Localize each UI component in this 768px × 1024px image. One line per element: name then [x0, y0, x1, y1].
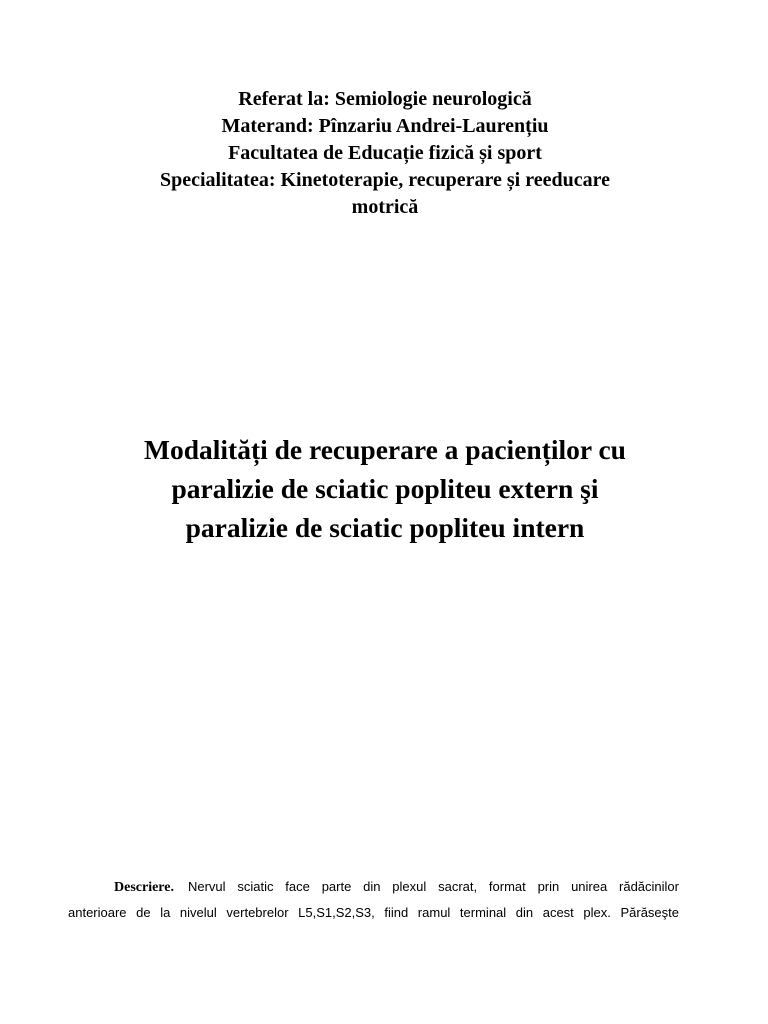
header-faculty-line: Facultatea de Educație fizică și sport	[228, 142, 542, 164]
paragraph-line-1	[114, 874, 679, 900]
body-paragraph	[68, 874, 679, 925]
paragraph-line-2: anterioare de la nivelul vertebrelor L5,S1,S2,S3, fiind ramul terminal din acest plex. Părăseşte	[68, 905, 679, 920]
header-referat-line: Referat la: Semiologie neurologică	[238, 88, 532, 110]
title-line-1: Modalități de recuperare a pacienților cu	[144, 434, 626, 465]
title-line-2: paralizie de sciatic popliteu extern şi	[171, 473, 599, 504]
title-line-3: paralizie de sciatic popliteu intern	[185, 512, 585, 543]
document-title	[90, 430, 680, 547]
document-header	[100, 86, 670, 221]
header-specialty-line: Specialitatea: Kinetoterapie, recuperare și reeducare	[159, 169, 611, 191]
paragraph-line-1-text: Nervul sciatic face parte din plexul sacrat, format prin unirea rădăcinilor	[187, 879, 679, 894]
header-author-line: Materand: Pînzariu Andrei-Laurențiu	[221, 115, 549, 137]
header-specialty-line-cont: motrică	[351, 196, 419, 218]
description-lead: Descriere.	[114, 880, 174, 895]
